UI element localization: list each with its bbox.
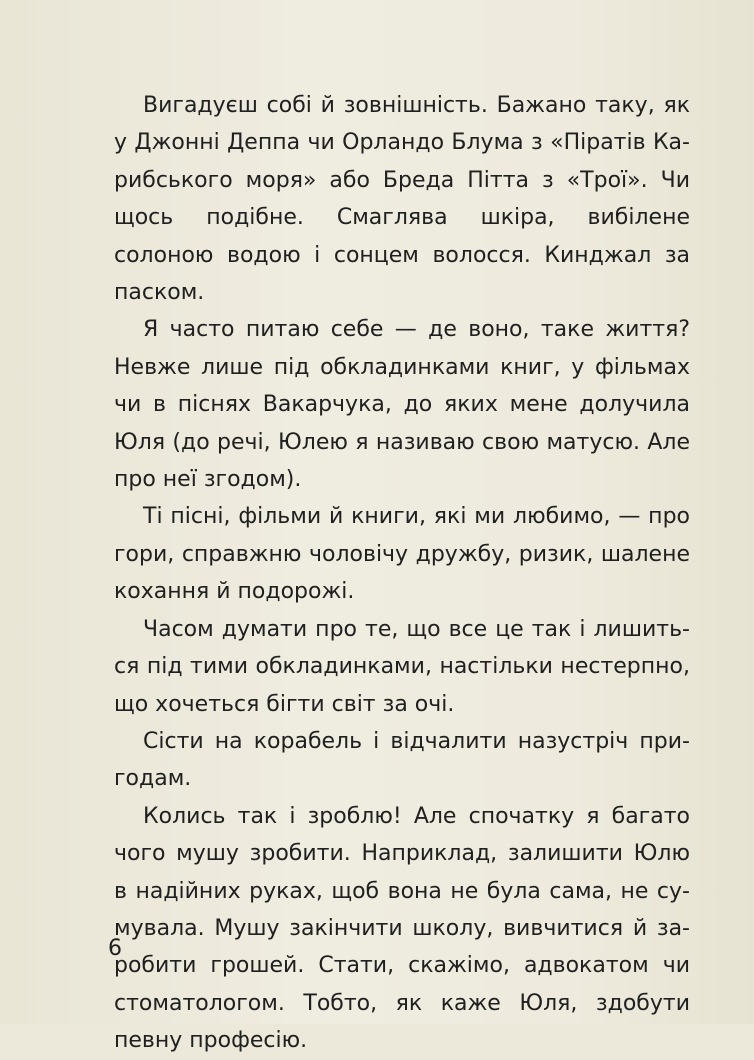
paragraph-4: Часом думати про те, що все це так і лишиться під тими обкладинками, настільки нестерпно, що хочеться бігти світ за очі. <box>114 616 690 717</box>
paragraph-5: Сісти на корабель і відчалити назустріч пригодам. <box>114 728 690 792</box>
paragraph-2: Я часто питаю себе — де воно, таке життя? Невже лише під обкладинками книг, у фільмах чи в піснях Вакарчука, до яких мене долучила Юля (до речі, Юлею я називаю свою матусю. Але про неї згодом). <box>114 317 690 493</box>
paragraph-3: Ті пісні, фільми й книги, які ми любимо, — про гори, справжню чоловічу дружбу, ризик, шалене кохання й подорожі. <box>114 504 690 605</box>
page-body-text <box>114 87 690 1060</box>
page-number: 6 <box>108 936 122 961</box>
paragraph-1: Вигадуєш собі й зовнішність. Бажано таку, як у Джонні Деппа чи Орландо Блума з «Піратів Карибського моря» або Бреда Пітта з «Трої». Чи щось подібне. Смаглява шкіра, вибілене солоною водою і сонцем волосся. Кинджал за паском. <box>114 93 690 306</box>
paragraph-6: Колись так і зроблю! Але спочатку я багато чого мушу зробити. Наприклад, залишити Юлю в надійних руках, щоб вона не була сама, не сумувала. Мушу закінчити школу, вивчитися й заробити грошей. Стати, скажімо, адвокатом чи стоматологом. Тобто, як каже Юля, здобути певну професію. <box>114 803 690 1054</box>
